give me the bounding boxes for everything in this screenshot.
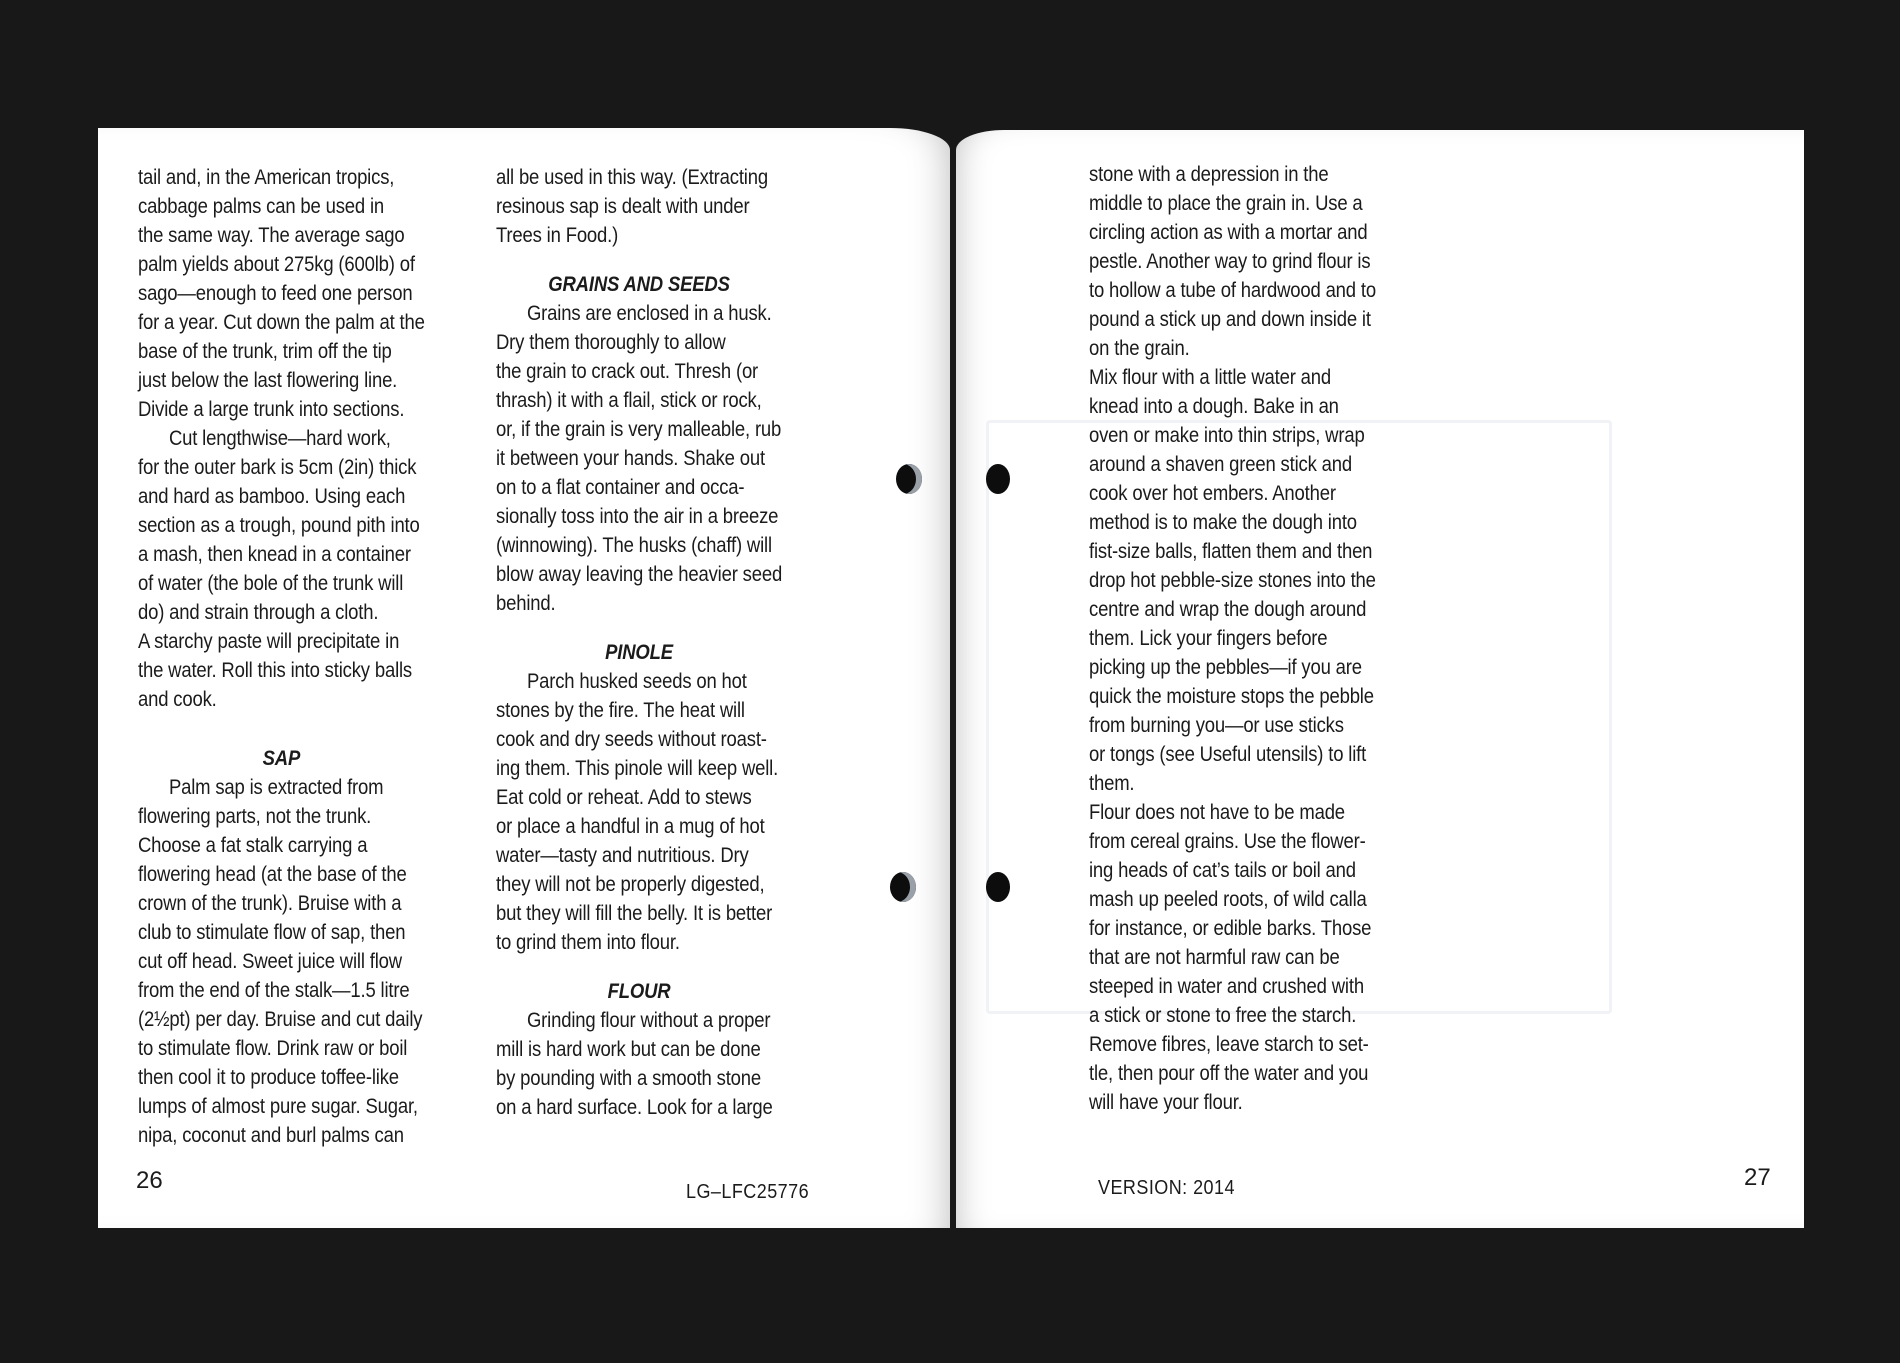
text-line: picking up the pebbles—if you are [1089,655,1362,679]
right-page [956,130,1804,1228]
text-line: mill is hard work but can be done [496,1037,761,1061]
punch-hole-top-left [896,464,922,494]
paragraph [496,163,782,250]
text-line: Parch husked seeds on hot [526,669,747,693]
text-line: on the grain. [1089,336,1190,360]
text-line: water—tasty and nutritious. Dry [496,843,749,867]
text-line: then cool it to produce toffee-like [138,1065,399,1089]
text-line: them. [1089,771,1135,795]
text-line: oven or make into thin strips, wrap [1089,423,1365,447]
text-line: cabbage palms can be used in [138,194,385,218]
text-line: the same way. The average sago [138,223,405,247]
text-line: stones by the fire. The heat will [496,698,745,722]
text-line: by pounding with a smooth stone [496,1066,762,1090]
text-line: the grain to crack out. Thresh (or [496,359,759,383]
text-line: Grains are enclosed in a husk. [526,301,772,325]
right-page-column-1 [1089,160,1376,1117]
text-line: Flour does not have to be made [1089,800,1345,824]
text-line: method is to make the dough into [1089,510,1357,534]
text-line: blow away leaving the heavier seed [496,562,783,586]
paragraph [138,163,425,424]
text-line: tle, then pour off the water and you [1089,1061,1369,1085]
text-line: just below the last flowering line. [138,368,398,392]
text-line: Palm sap is extracted from [168,775,384,799]
text-line: Cut lengthwise—hard work, [168,426,391,450]
text-line: they will not be properly digested, [496,872,765,896]
text-line: will have your flour. [1089,1090,1243,1114]
text-line: cook over hot embers. Another [1089,481,1336,505]
text-line: a stick or stone to free the starch. [1089,1003,1357,1027]
text-line: middle to place the grain in. Use a [1089,191,1363,215]
text-line: and hard as bamboo. Using each [138,484,406,508]
footer-version: VERSION: 2014 [1098,1177,1235,1199]
text-line: flowering parts, not the trunk. [138,804,372,828]
text-line: from the end of the stalk—1.5 litre [138,978,410,1002]
text-line: club to stimulate flow of sap, then [138,920,406,944]
text-line: or place a handful in a mug of hot [496,814,765,838]
section-heading: SAP [262,746,301,770]
text-line: drop hot pebble-size stones into the [1089,568,1376,592]
text-line: mash up peeled roots, of wild calla [1089,887,1367,911]
text-line: that are not harmful raw can be [1089,945,1340,969]
text-line: behind. [496,591,556,615]
text-line: and cook. [138,687,217,711]
text-line: centre and wrap the dough around [1089,597,1367,621]
punch-hole-bottom-left [890,872,916,902]
text-line: pound a stick up and down inside it [1089,307,1371,331]
text-line: on to a flat container and occa- [496,475,745,499]
text-line: Remove fibres, leave starch to set- [1089,1032,1369,1056]
text-line: to hollow a tube of hardwood and to [1089,278,1376,302]
section-heading: PINOLE [605,640,673,664]
paragraph [1089,160,1376,363]
text-line: nipa, coconut and burl palms can [138,1123,404,1147]
paragraph [496,1006,782,1122]
text-line: from burning you—or use sticks [1089,713,1344,737]
paragraph [138,773,425,1150]
text-line: for the outer bark is 5cm (2in) thick [138,455,417,479]
footer-product-code: LG–LFC25776 [686,1181,810,1203]
text-line: ing heads of cat’s tails or boil and [1089,858,1356,882]
text-line: lumps of almost pure sugar. Sugar, [138,1094,418,1118]
text-line: crown of the trunk). Bruise with a [138,891,402,915]
text-line: sionally toss into the air in a breeze [496,504,779,528]
paragraph [1089,798,1376,1117]
paragraph [496,667,782,957]
text-line: pestle. Another way to grind flour is [1089,249,1371,273]
text-line: steeped in water and crushed with [1089,974,1364,998]
text-line: to grind them into flour. [496,930,680,954]
text-line: Mix flour with a little water and [1089,365,1331,389]
text-line: around a shaven green stick and [1089,452,1352,476]
text-line: base of the trunk, trim off the tip [138,339,392,363]
text-line: resinous sap is dealt with under [496,194,750,218]
text-line: A starchy paste will precipitate in [138,629,400,653]
text-line: for instance, or edible barks. Those [1089,916,1372,940]
text-line: cook and dry seeds without roast- [496,727,767,751]
text-line: section as a trough, pound pith into [138,513,420,537]
text-line: stone with a depression in the [1089,162,1329,186]
text-line: or, if the grain is very malleable, rub [496,417,782,441]
text-line: a mash, then knead in a container [138,542,411,566]
paragraph [1089,363,1376,798]
text-line: (winnowing). The husks (chaff) will [496,533,772,557]
page-number-right: 27 [1744,1164,1771,1191]
text-line: or tongs (see Useful utensils) to lift [1089,742,1367,766]
text-line: cut off head. Sweet juice will flow [138,949,402,973]
text-line: quick the moisture stops the pebble [1089,684,1374,708]
text-line: ing them. This pinole will keep well. [496,756,779,780]
text-line: of water (the bole of the trunk will [138,571,404,595]
section-heading: GRAINS AND SEEDS [548,272,730,296]
text-line: it between your hands. Shake out [496,446,765,470]
text-line: all be used in this way. (Extracting [496,165,768,189]
left-page-column-2 [496,163,782,1122]
text-line: Dry them thoroughly to allow [496,330,726,354]
text-line: thrash) it with a flail, stick or rock, [496,388,762,412]
punch-hole-bottom-right [986,872,1010,902]
text-line: Divide a large trunk into sections. [138,397,405,421]
text-line: flowering head (at the base of the [138,862,407,886]
text-line: Grinding flour without a proper [526,1008,771,1032]
text-line: but they will fill the belly. It is better [496,901,773,925]
text-line: (2½pt) per day. Bruise and cut daily [138,1007,423,1031]
page-number-left: 26 [136,1167,163,1194]
text-line: on a hard surface. Look for a large [496,1095,773,1119]
text-line: Choose a fat stalk carrying a [138,833,368,857]
text-line: from cereal grains. Use the flower- [1089,829,1366,853]
text-line: Trees in Food.) [496,223,619,247]
text-line: knead into a dough. Bake in an [1089,394,1339,418]
text-line: Eat cold or reheat. Add to stews [496,785,752,809]
show-through-shape-top [1378,150,1411,280]
text-line: sago—enough to feed one person [138,281,413,305]
text-line: them. Lick your fingers before [1089,626,1328,650]
punch-hole-top-right [986,464,1010,494]
text-line: palm yields about 275kg (600lb) of [138,252,415,276]
text-line: tail and, in the American tropics, [138,165,395,189]
left-page-column-1 [138,163,425,1150]
paragraph [496,299,782,618]
text-line: fist-size balls, flatten them and then [1089,539,1373,563]
text-line: the water. Roll this into sticky balls [138,658,413,682]
paragraph [138,424,425,714]
text-line: circling action as with a mortar and [1089,220,1368,244]
text-line: for a year. Cut down the palm at the [138,310,425,334]
text-line: do) and strain through a cloth. [138,600,379,624]
section-heading: FLOUR [607,979,671,1003]
text-line: to stimulate flow. Drink raw or boil [138,1036,408,1060]
left-page [98,128,950,1228]
